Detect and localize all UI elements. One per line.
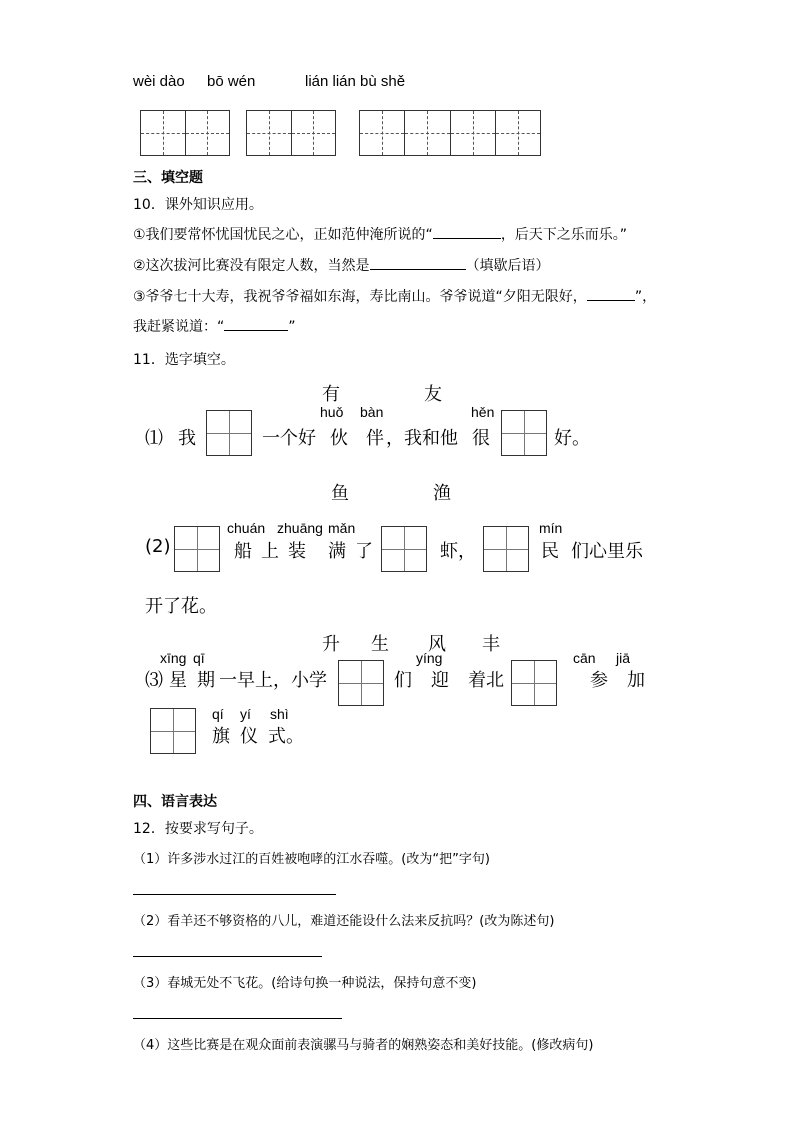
section3-heading: 三、填空题	[133, 170, 203, 186]
p3-char-ying: 迎	[431, 670, 449, 691]
q12-s2: （2）看羊还不够资格的八儿，难道还能设什么法来反抗吗？(改为陈述句)	[133, 914, 555, 929]
p1-py-huo: huǒ	[320, 404, 344, 420]
p2-char-le: 了	[355, 541, 373, 562]
q11-title: 11．选字填空。	[133, 352, 235, 368]
p2-answer-box2[interactable]	[381, 526, 427, 572]
grid-separator	[450, 110, 451, 156]
q10-item3-text-a: ③爷爷七十大寿，我祝爷爷福如东海，寿比南山。爷爷说道“夕阳无限好，	[133, 289, 587, 305]
q10-item3	[133, 286, 656, 306]
p2-answer-box1[interactable]	[174, 526, 220, 572]
p2-py-zhuang: zhuāng	[277, 520, 323, 536]
p3-char-yi: 仪	[240, 726, 258, 747]
p2-char-min: 民	[541, 541, 559, 562]
p2-answer-box3[interactable]	[483, 526, 529, 572]
p3-py-can: cān	[573, 650, 596, 666]
p2-choice-yu: 鱼	[331, 483, 349, 504]
p3-py-shi: shì	[270, 706, 289, 722]
p1-word-hao: 好。	[554, 428, 590, 449]
p1-word-yigehao: 一个好	[262, 428, 316, 449]
q12-s1-answer-line[interactable]	[133, 894, 336, 895]
p3-char-men: 们	[394, 670, 412, 691]
p3-choice-feng2: 丰	[482, 634, 500, 655]
p3-char-xing: 星	[169, 670, 187, 691]
pinyin-weidao: wèi dào	[133, 73, 185, 90]
p3-py-xing: xīng	[160, 650, 187, 666]
p2-word-xia: 虾，	[440, 541, 476, 562]
q12-s2-answer-line[interactable]	[133, 956, 322, 957]
q10-title: 10．课外知识应用。	[133, 197, 263, 213]
p1-char-huo: 伙	[330, 428, 348, 449]
q10-item3-line2	[133, 316, 296, 336]
p2-char-man: 满	[328, 541, 346, 562]
p3-answer-box3[interactable]	[150, 708, 196, 754]
p2-py-man: mǎn	[328, 520, 356, 536]
q10-item2-text-b: （填歇后语）	[465, 258, 550, 274]
q12-s1: （1）许多涉水过江的百姓被咆哮的江水吞噬。(改为“把”字句)	[133, 852, 490, 867]
q10-item3-text-d: ”	[288, 319, 296, 335]
p3-number: ⑶	[145, 670, 163, 691]
p3-answer-box1[interactable]	[338, 660, 384, 706]
p3-py-ying: yíng	[416, 650, 443, 666]
q10-item3-blank2[interactable]	[224, 316, 288, 331]
p3-char-qi2: 旗	[212, 726, 230, 747]
p2-char-shang: 上	[261, 541, 279, 562]
p3-choice-feng1: 风	[428, 634, 446, 655]
p1-number: ⑴	[145, 428, 163, 449]
q10-item2	[133, 255, 550, 275]
q10-item1-text-a: ①我们要常怀忧国忧民之心，正如范仲淹所说的“	[133, 227, 433, 243]
p3-py-yi: yí	[240, 706, 251, 722]
q12-s4: （4）这些比赛是在观众面前表演骡马与骑者的娴熟姿态和美好技能。(修改病句)	[133, 1038, 594, 1053]
p2-char-chuan: 船	[234, 541, 252, 562]
p3-word-zhebei: 着北	[468, 670, 504, 691]
q12-s3-answer-line[interactable]	[133, 1018, 342, 1019]
p1-py-hen: hěn	[471, 404, 495, 420]
writing-grid-weidao[interactable]	[140, 110, 230, 156]
p2-char-zhuang: 装	[288, 541, 306, 562]
p3-choice-sheng1: 升	[322, 634, 340, 655]
p1-answer-box1[interactable]	[206, 410, 252, 456]
q10-item1-text-b: ，后天下之乐而乐。”	[500, 227, 628, 243]
q10-item2-text-a: ②这次拔河比赛没有限定人数，当然是	[133, 258, 370, 274]
q10-item1-blank[interactable]	[433, 224, 501, 239]
writing-grid-bowen[interactable]	[246, 110, 336, 156]
pinyin-bowen: bō wén	[207, 73, 256, 90]
p1-choice-you2: 友	[424, 384, 442, 405]
p3-py-qi: qī	[193, 650, 205, 666]
q10-item3-text-b: ”，	[634, 289, 657, 305]
q10-item3-blank1[interactable]	[587, 286, 635, 301]
p3-answer-box2[interactable]	[511, 660, 557, 706]
p1-char-ban: 伴	[366, 428, 384, 449]
q10-item1	[133, 224, 627, 244]
q10-item2-blank[interactable]	[370, 255, 466, 270]
p2-choice-yu2: 渔	[433, 483, 451, 504]
p2-py-chuan: chuán	[227, 520, 266, 536]
p1-char-hen: 很	[472, 428, 490, 449]
section4-heading: 四、语言表达	[133, 794, 217, 810]
p2-word-menxinlile: 们心里乐	[571, 541, 643, 562]
p3-char-qi: 期	[197, 670, 215, 691]
pinyin-lianlianbushe: lián lián bù shě	[305, 73, 406, 90]
p3-py-qi2: qí	[212, 706, 224, 722]
p1-choice-you1: 有	[322, 384, 340, 405]
q12-s3: （3）春城无处不飞花。(给诗句换一种说法，保持句意不变)	[133, 976, 477, 991]
p2-word-kailehua: 开了花。	[145, 596, 217, 617]
q12-title: 12．按要求写句子。	[133, 821, 263, 837]
p3-char-shi: 式。	[268, 726, 304, 747]
p3-char-jia: 加	[627, 670, 645, 691]
p3-word-yizao: 一早上，小学	[219, 670, 327, 691]
p3-char-can: 参	[590, 670, 608, 691]
p3-choice-sheng2: 生	[371, 634, 389, 655]
q10-item3-text-c: 我赶紧说道：“	[133, 319, 225, 335]
p2-py-min: mín	[539, 520, 563, 536]
p1-word-wohe: ，我和他	[386, 428, 458, 449]
p2-number: (2)	[145, 536, 171, 557]
p1-answer-box2[interactable]	[501, 410, 547, 456]
p1-py-ban: bàn	[360, 404, 384, 420]
p3-py-jia: jiā	[616, 650, 631, 666]
p1-word-wo: 我	[178, 428, 196, 449]
